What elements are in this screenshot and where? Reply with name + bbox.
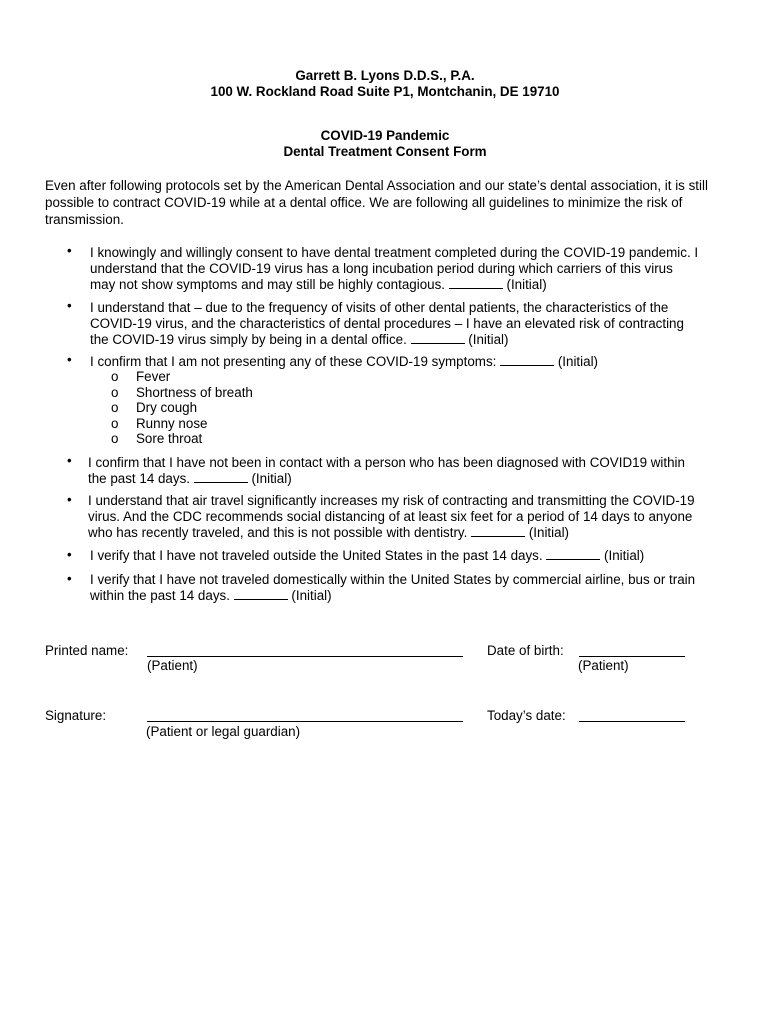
bullet-icon: •: [67, 492, 72, 507]
initial-blank[interactable]: [471, 526, 525, 537]
consent-item-3: I confirm that I am not presenting any of these COVID-19 symptoms: (Initial): [90, 354, 599, 369]
initial-blank[interactable]: [546, 549, 600, 560]
form-title: COVID-19 Pandemic: [320, 128, 450, 143]
today-date-label: Today’s date:: [487, 708, 566, 723]
printed-name-label: Printed name:: [45, 643, 129, 658]
bullet-icon: •: [67, 453, 72, 468]
symptom-item: o Runny nose: [111, 415, 208, 431]
signature-label: Signature:: [45, 708, 107, 723]
symptom-list: [111, 369, 253, 447]
consent-item-7: I verify that I have not traveled domestically within the United States by commercial airline, bus or train within the past 14 days. (Initial): [90, 572, 696, 603]
bullet-icon: •: [67, 243, 72, 258]
initial-blank[interactable]: [234, 589, 288, 600]
practice-name: Garrett B. Lyons D.D.S., P.A.: [295, 68, 475, 83]
consent-item-4: I confirm that I have not been in contact with a person who has been diagnosed with COVID19 within the past 14 days. (Initial): [88, 455, 685, 486]
dob-label: Date of birth:: [487, 643, 564, 658]
bullet-icon: •: [67, 298, 72, 313]
intro-paragraph: Even after following protocols set by the American Dental Association and our state’s dental association, it is still possible to contract COVID-19 while at a dental office. We are following all guidelines to minimize the risk of transmission.: [45, 178, 708, 227]
letterhead: [0, 68, 770, 100]
signature-field[interactable]: [147, 721, 463, 722]
bullet-icon: •: [67, 352, 72, 367]
bullet-icon: •: [67, 571, 72, 586]
dob-sublabel: (Patient): [578, 658, 629, 673]
printed-name-field[interactable]: [147, 656, 463, 657]
consent-item-1: I knowingly and willingly consent to have dental treatment completed during the COVID-19 pandemic. I understand that the COVID-19 virus has a long incubation period during which carriers of this virus may not show symptoms and may still be highly contagious. (Initial): [90, 245, 699, 292]
dob-field[interactable]: [579, 656, 685, 657]
symptom-item: o Dry cough: [111, 400, 198, 415]
printed-name-sublabel: (Patient): [147, 658, 198, 673]
initial-blank[interactable]: [411, 333, 465, 344]
consent-item-5: I understand that air travel significantly increases my risk of contracting and transmitting the COVID-19 virus. And the CDC recommends social distancing of at least six feet for a period of 14 days to anyone who has recently traveled, and this is not possible with dentistry. (Initial): [88, 493, 695, 540]
practice-address: 100 W. Rockland Road Suite P1, Montchanin, DE 19710: [210, 84, 560, 99]
initial-blank[interactable]: [194, 472, 248, 483]
signature-sublabel: (Patient or legal guardian): [146, 724, 301, 739]
today-date-field[interactable]: [579, 721, 685, 722]
consent-item-6: I verify that I have not traveled outside the United States in the past 14 days. (Initial): [90, 548, 645, 563]
form-subtitle: Dental Treatment Consent Form: [283, 144, 487, 159]
symptom-item: o Sore throat: [111, 431, 203, 446]
consent-item-2: I understand that – due to the frequency of visits of other dental patients, the characteristics of the COVID-19 virus, and the characteristics of dental procedures – I have an elevated risk of contracting the COVID-19 virus simply by being in a dental office. (Initial): [90, 300, 684, 347]
symptom-item: o Shortness of breath: [111, 384, 253, 400]
symptom-item: o Fever: [111, 369, 171, 384]
initial-blank[interactable]: [449, 278, 503, 289]
form-heading: [0, 128, 770, 160]
initial-blank[interactable]: [500, 355, 554, 366]
bullet-icon: •: [67, 547, 72, 562]
